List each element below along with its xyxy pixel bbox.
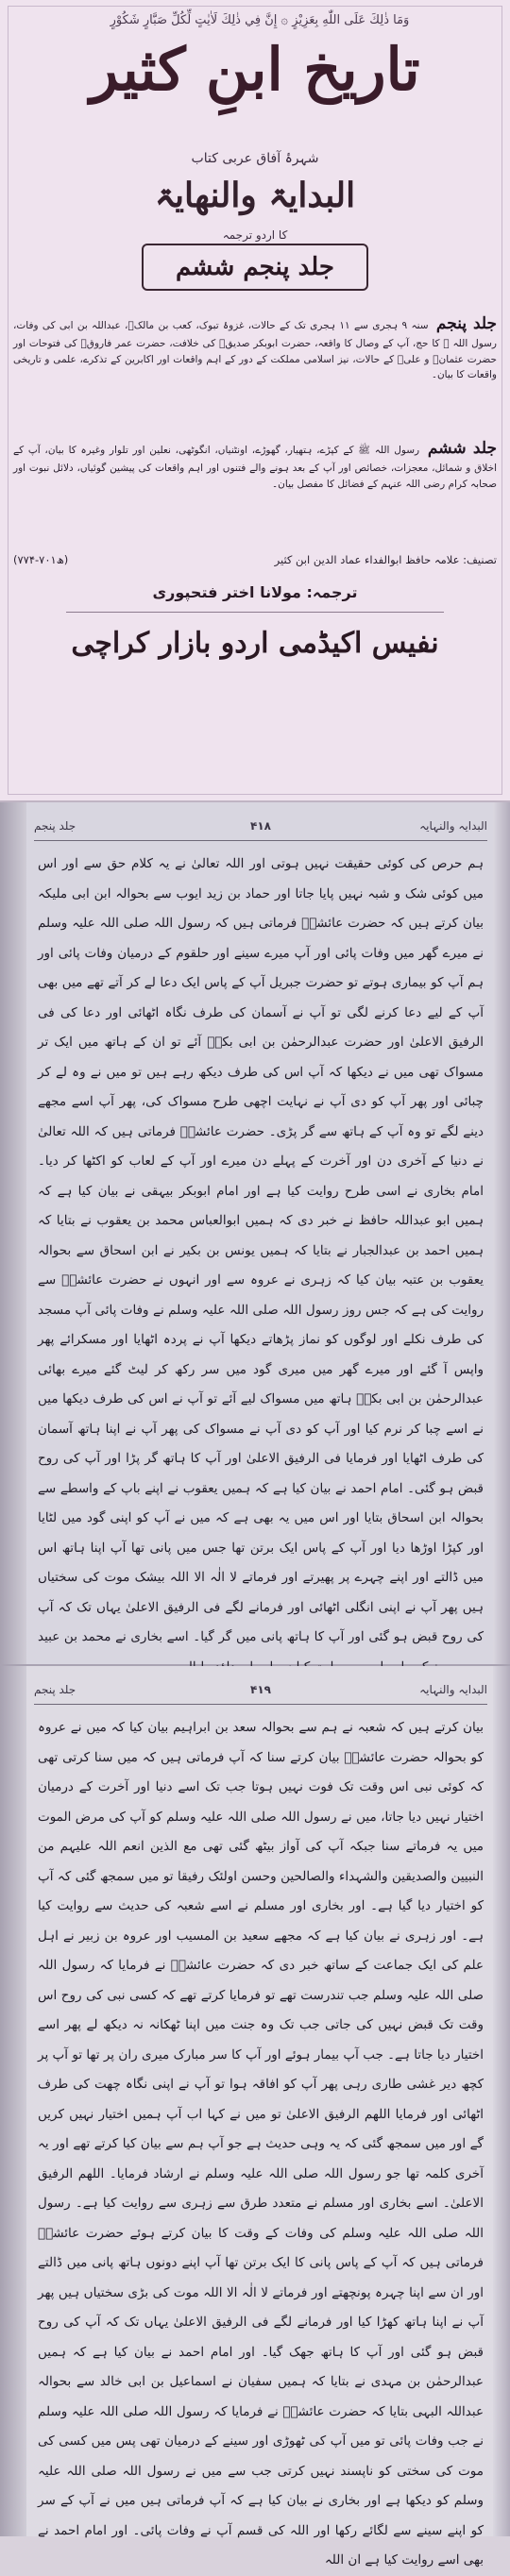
- header-book-title: البدایہ والنہایہ: [419, 819, 487, 833]
- book-subtitle: شہرۂ آفاق عربی کتاب: [191, 151, 319, 166]
- book-title: تاریخ ابنِ کثیر: [90, 35, 420, 104]
- volume-five-description: [13, 311, 497, 382]
- translation-note: کا اردو ترجمہ: [222, 228, 288, 242]
- header-volume: جلد پنجم: [34, 819, 76, 833]
- top-verse: وَمَا ذٰلِكَ عَلَى اللّٰهِ بِعَزِيْزٍ ۞ إِنَّ فِي ذٰلِكَ لَاٰيٰتٍ لِّكُلِّ صَبَّارٍ شَكُوْرٍ: [110, 13, 410, 27]
- cover-divider: [66, 612, 444, 613]
- header-rule: [34, 840, 487, 841]
- volume-six-text: رسول اللہ ﷺ کے کپڑے، ہتھیار، گھوڑے، اونٹنیاں، انگوٹھی، نعلین اور تلوار وغیرہ کا بیان، آپ کے اخلاق و شمائل، معجزات، خصائص اور آپ کے بعد ہونے والے فتنوں اور اہم واقعات کی پیشین گوئیاں، دلائل نبوت اور صحابہ کرام رضی اللہ عنہم کے فضائل کا مفصل بیان۔: [13, 445, 497, 490]
- paragraph: بیان کرتے ہیں کہ شعبہ نے ہم سے بحوالہ سعد بن ابراہیم بیان کیا کہ میں نے عروہ کو بحوالہ حضرت عائشہؓ بیان کرتے سنا کہ آپ فرماتی ہیں کہ میں سنا کرتی تھی کہ کوئی نبی اس وقت تک فوت نہیں ہوتا جب تک اسے دنیا اور آخرت کے درمیان اختیار نہیں دیا جاتا، میں نے رسول اللہ صلی اللہ علیہ وسلم کو آپ کی مرض الموت میں یہ فرماتے سنا جبکہ آپ کی آواز بیٹھ گئی تھی مع الذین انعم اللہ علیہم من النبیین والصدیقین والشہداء والصالحین وحسن اولئک رفیقا تو میں سمجھ گئی کہ آپ کو اختیار دیا گیا ہے۔ اور بخاری اور مسلم نے اسے شعبہ کی حدیث سے روایت کیا ہے۔ اور زہری نے بیان کیا ہے کہ مجھے سعید بن المسیب اور عروہ بن زبیر نے اہل علم کی ایک جماعت کے ساتھ خبر دی کہ حضرت عائشہؓ نے فرمایا کہ رسول اللہ صلی اللہ علیہ وسلم جب تندرست تھے تو فرمایا کرتے تھے کہ کسی نبی کی روح اس وقت تک قبض نہیں کی جاتی جب تک وہ جنت میں اپنا ٹھکانہ نہ دیکھ لے پھر اسے اختیار دیا جاتا ہے۔ جب آپ بیمار ہوئے اور آپ کا سر مبارک میری ران پر تھا تو آپ پر کچھ دیر غشی طاری رہی پھر آپ کو افاقہ ہوا تو آپ نے اپنی نگاہ چھت کی طرف اٹھائی اور فرمایا اللھم الرفیق الاعلیٰ تو میں نے کہا اب آپ ہمیں اختیار نہیں کریں گے اور میں سمجھ گئی کہ یہ وہی حدیث ہے جو آپ ہم سے بیان کیا کرتے تھے اور یہ آخری کلمہ تھا جو رسول اللہ صلی اللہ علیہ وسلم نے ارشاد فرمایا۔ اللھم الرفیق الاعلیٰ۔ اسے بخاری اور مسلم نے متعدد طرق سے زہری سے روایت کیا ہے۔ رسول اللہ صلی اللہ علیہ وسلم کی وفات کے وقت کا بیان کرتے ہوئے حضرت عائشہؓ فرماتی ہیں کہ آپ کے پاس پانی کا ایک برتن تھا آپ اپنے دونوں ہاتھ پانی میں ڈالتے اور ان سے اپنا چہرہ پونچھتے اور فرماتے لا الٰہ الا اللہ موت کی بڑی سختیاں ہیں پھر آپ نے اپنا ہاتھ کھڑا کیا اور فرمانے لگے فی الرفیق الاعلیٰ یہاں تک کہ آپ کی روح قبض ہو گئی اور آپ کا ہاتھ جھک گیا۔ اور امام احمد نے بیان کیا ہے کہ ہمیں عبدالرحمٰن بن مہدی نے بتایا کہ ہمیں سفیان نے اسماعیل بن ابی خالد سے بحوالہ عبداللہ البہی بتایا کہ حضرت عائشہؓ نے فرمایا کہ رسول اللہ صلی اللہ علیہ وسلم نے جب وفات پائی تو میں آپ کی ٹھوڑی اور سینے کے درمیان تھی پس میں کسی کی موت کی سختی کو ناپسند نہیں کرتی جب سے میں نے رسول اللہ صلی اللہ علیہ وسلم کو دیکھا ہے اور بخاری نے بیان کیا ہے کہ آپ فرماتی ہیں میں نے آپ کے سر کو اپنے سینے سے لگائے رکھا اور اللہ کی قسم آپ نے وفات پائی۔ اور امام احمد نے بھی اسے روایت کیا ہے ان اللہ: [38, 1720, 484, 2568]
- page-body-text: [38, 850, 484, 1682]
- author-dates: (۷۷۴-۷۰۱ھ): [13, 553, 69, 566]
- original-book-name: البدایۃ والنھایۃ: [154, 176, 356, 215]
- volume-banner: جلد پنجم ششم: [142, 244, 368, 291]
- cover-border: [8, 6, 502, 795]
- translator-line: ترجمہ: مولانا اختر فتحپوری: [152, 583, 358, 601]
- author-name: تصنیف: علامہ حافظ ابوالفداء عماد الدین ابن کثیر: [274, 553, 497, 566]
- running-header: [34, 819, 487, 838]
- publisher-name: نفیس اکیڈمی اردو بازار کراچی: [71, 627, 439, 660]
- volume-six-label: جلد ششم: [427, 439, 497, 458]
- title-page: [0, 0, 510, 802]
- scan-binding-shadow: [0, 802, 26, 1664]
- volume-five-label: جلد پنجم: [435, 314, 498, 333]
- volume-five-text: سنہ ۹ ہجری سے ۱۱ ہجری تک کے حالات، غزوۂ تبوک، کعب بن مالکؓ، عبداللہ بن ابی کی وفات، رسول اللہ ﷺ کا حج، آپ کے وصال کا واقعہ، حضرت ابوبکر صدیقؓ کی خلافت، حضرت عمر فاروقؓ کی فتوحات اور حضرت عثمانؓ و علیؓ کے حالات، نیز اسلامی مملکت کے دور کے اہم واقعات اور اکابرین کے تذکرے، علمی و تاریخی واقعات کا بیان۔: [13, 320, 497, 380]
- page-number: ۴۱۸: [250, 819, 271, 833]
- scan-binding-shadow: [0, 1666, 26, 2536]
- text-page-418: [0, 802, 510, 1666]
- header-book-title: البدایہ والنہایہ: [419, 1683, 487, 1696]
- page-body-text: [38, 1713, 484, 2576]
- volume-six-description: [13, 436, 497, 492]
- text-page-419: [0, 1666, 510, 2568]
- running-header: [34, 1683, 487, 1702]
- paragraph: ہم حرص کی کوئی حقیقت نہیں ہوتی اور اللہ تعالیٰ نے یہ کلام حق سے اور اس میں کوئی شک و شبہ نہیں پایا جاتا اور حماد بن زید ایوب سے بحوالہ ابن ابی ملیکہ بیان کرتے ہیں کہ حضرت عائشہؓ فرماتی ہیں کہ رسول اللہ صلی اللہ علیہ وسلم نے میرے گھر میں وفات پائی اور آپ میرے سینے اور حلقوم کے درمیان وفات پائی اور ہم آپ کو بیماری ہوتے تو حضرت جبریل آپ کے پاس ایک دعا لے کر آتے تھے میں بھی آپ کے لیے دعا کرنے لگی تو آپ نے آسمان کی طرف نگاہ اٹھائی اور دعا کی فی الرفیق الاعلیٰ اور حضرت عبدالرحمٰن بن ابی بکرؓ آئے تو ان کے ہاتھ میں ایک تر مسواک تھی میں نے دیکھا کہ آپ اس کی طرف دیکھ رہے ہیں تو میں نے وہ لے کر چبائی اور پھر آپ کو دی آپ نے نہایت اچھی طرح مسواک کی، پھر آپ اسے مجھے دینے لگے تو وہ آپ کے ہاتھ سے گر پڑی۔ حضرت عائشہؓ فرماتی ہیں کہ اللہ تعالیٰ نے دنیا کے آخری دن اور آخرت کے پہلے دن میرے اور آپ کے لعاب کو اکٹھا کر دیا۔ امام بخاری نے اسی طرح روایت کیا ہے اور امام ابوبکر بیہقی نے بیان کیا ہے کہ ہمیں ابو عبداللہ حافظ نے خبر دی کہ ہمیں ابوالعباس محمد بن یعقوب نے بتایا کہ ہمیں احمد بن عبدالجبار نے بتایا کہ ہمیں یونس بن بکیر نے ابن اسحاق سے بحوالہ یعقوب بن عتبہ بیان کیا کہ زہری نے عروہ سے اور انہوں نے حضرت عائشہؓ سے روایت کی ہے کہ جس روز رسول اللہ صلی اللہ علیہ وسلم نے وفات پائی آپ مسجد کی طرف نکلے اور لوگوں کو نماز پڑھاتے دیکھا آپ نے پردہ اٹھایا اور مسکرائے پھر واپس آ گئے اور میرے گھر میں میری گود میں سر رکھ کر لیٹ گئے میرے بھائی عبدالرحمٰن بن ابی بکرؓ ہاتھ میں مسواک لیے آئے تو آپ نے اس کی طرف دیکھا میں نے اسے چبا کر نرم کیا اور آپ کو دی آپ نے مسواک کی پھر آپ نے اپنا ہاتھ آسمان کی طرف اٹھایا اور فرمایا فی الرفیق الاعلیٰ اور آپ کا ہاتھ گر پڑا اور آپ کی روح قبض ہو گئی۔ امام احمد نے بیان کیا ہے کہ ہمیں یعقوب نے اپنے باپ کے واسطے سے بحوالہ ابن اسحاق بتایا اور اس میں یہ بھی ہے کہ میں نے آپ کو اپنی گود میں لٹایا اور کپڑا اوڑھا دیا اور آپ کے پاس ایک برتن تھا جس میں پانی تھا آپ اپنا ہاتھ اس میں ڈالتے اور اپنے چہرے پر پھیرتے اور فرماتے لا الٰہ الا اللہ بیشک موت کی سختیاں ہیں پھر آپ نے اپنی انگلی اٹھائی اور فرمانے لگے فی الرفیق الاعلیٰ یہاں تک کہ آپ کی روح قبض ہو گئی اور آپ کا ہاتھ پانی میں گر گیا۔ اسے بخاری نے محمد بن عبید: [38, 856, 484, 1644]
- scan-edge-shadow: [493, 802, 510, 1664]
- header-rule: [34, 1704, 487, 1705]
- page-number: ۴۱۹: [250, 1683, 271, 1696]
- scan-edge-shadow: [493, 1666, 510, 2536]
- header-volume: جلد پنجم: [34, 1683, 76, 1696]
- author-line: [13, 553, 497, 566]
